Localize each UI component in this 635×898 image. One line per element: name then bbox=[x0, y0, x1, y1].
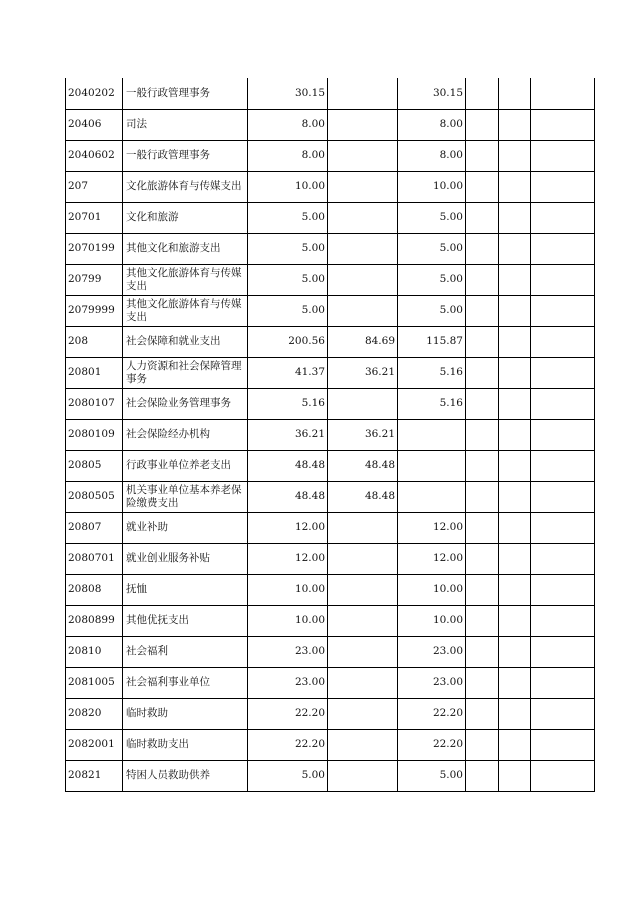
cell-basic-expenditure bbox=[328, 605, 398, 636]
cell-subject-code: 20821 bbox=[66, 760, 123, 791]
cell-subject-name: 抚恤 bbox=[123, 574, 248, 605]
cell-empty bbox=[499, 543, 531, 574]
cell-empty bbox=[499, 698, 531, 729]
cell-total: 48.48 bbox=[248, 450, 328, 481]
cell-subject-name: 其他优抚支出 bbox=[123, 605, 248, 636]
cell-total: 5.16 bbox=[248, 388, 328, 419]
cell-subject-code: 2082001 bbox=[66, 729, 123, 760]
cell-subject-code: 2040602 bbox=[66, 140, 123, 171]
cell-empty bbox=[499, 78, 531, 109]
cell-project-expenditure: 115.87 bbox=[398, 326, 466, 357]
cell-basic-expenditure bbox=[328, 512, 398, 543]
cell-basic-expenditure bbox=[328, 140, 398, 171]
cell-empty bbox=[466, 388, 499, 419]
cell-empty bbox=[499, 388, 531, 419]
table-row bbox=[66, 605, 595, 636]
cell-empty bbox=[466, 202, 499, 233]
cell-empty bbox=[499, 233, 531, 264]
cell-total: 22.20 bbox=[248, 698, 328, 729]
cell-project-expenditure: 5.16 bbox=[398, 388, 466, 419]
cell-subject-name: 机关事业单位基本养老保险缴费支出 bbox=[123, 481, 248, 512]
cell-basic-expenditure bbox=[328, 264, 398, 295]
cell-empty bbox=[499, 357, 531, 388]
cell-project-expenditure: 10.00 bbox=[398, 171, 466, 202]
cell-subject-name: 其他文化旅游体育与传媒支出 bbox=[123, 264, 248, 295]
cell-total: 5.00 bbox=[248, 233, 328, 264]
cell-project-expenditure: 8.00 bbox=[398, 109, 466, 140]
cell-empty bbox=[531, 388, 595, 419]
cell-project-expenditure bbox=[398, 450, 466, 481]
cell-empty bbox=[499, 264, 531, 295]
table-row bbox=[66, 698, 595, 729]
cell-total: 5.00 bbox=[248, 295, 328, 326]
cell-empty bbox=[531, 295, 595, 326]
cell-total: 5.00 bbox=[248, 202, 328, 233]
cell-subject-name: 行政事业单位养老支出 bbox=[123, 450, 248, 481]
cell-total: 8.00 bbox=[248, 140, 328, 171]
cell-empty bbox=[531, 264, 595, 295]
cell-project-expenditure: 23.00 bbox=[398, 636, 466, 667]
cell-empty bbox=[531, 574, 595, 605]
cell-subject-code: 2070199 bbox=[66, 233, 123, 264]
table-row bbox=[66, 760, 595, 791]
cell-subject-code: 2080899 bbox=[66, 605, 123, 636]
cell-empty bbox=[466, 512, 499, 543]
cell-project-expenditure: 10.00 bbox=[398, 605, 466, 636]
cell-empty bbox=[466, 171, 499, 202]
cell-subject-code: 20701 bbox=[66, 202, 123, 233]
table-row bbox=[66, 109, 595, 140]
cell-subject-name: 人力资源和社会保障管理事务 bbox=[123, 357, 248, 388]
cell-basic-expenditure bbox=[328, 171, 398, 202]
cell-total: 5.00 bbox=[248, 760, 328, 791]
cell-basic-expenditure bbox=[328, 78, 398, 109]
cell-project-expenditure: 5.16 bbox=[398, 357, 466, 388]
cell-subject-name: 一般行政管理事务 bbox=[123, 78, 248, 109]
cell-subject-code: 2081005 bbox=[66, 667, 123, 698]
cell-total: 22.20 bbox=[248, 729, 328, 760]
cell-empty bbox=[466, 698, 499, 729]
cell-basic-expenditure bbox=[328, 202, 398, 233]
cell-empty bbox=[531, 605, 595, 636]
cell-empty bbox=[531, 450, 595, 481]
cell-subject-name: 社会保障和就业支出 bbox=[123, 326, 248, 357]
cell-basic-expenditure bbox=[328, 295, 398, 326]
cell-total: 200.56 bbox=[248, 326, 328, 357]
cell-project-expenditure: 5.00 bbox=[398, 202, 466, 233]
table-row bbox=[66, 326, 595, 357]
table-row bbox=[66, 481, 595, 512]
cell-subject-code: 207 bbox=[66, 171, 123, 202]
cell-total: 12.00 bbox=[248, 512, 328, 543]
cell-empty bbox=[466, 605, 499, 636]
cell-empty bbox=[466, 295, 499, 326]
cell-basic-expenditure: 36.21 bbox=[328, 357, 398, 388]
cell-subject-code: 2080109 bbox=[66, 419, 123, 450]
cell-empty bbox=[531, 760, 595, 791]
cell-subject-name: 社会福利事业单位 bbox=[123, 667, 248, 698]
cell-subject-name: 文化旅游体育与传媒支出 bbox=[123, 171, 248, 202]
table-row bbox=[66, 419, 595, 450]
cell-project-expenditure: 12.00 bbox=[398, 543, 466, 574]
cell-empty bbox=[499, 419, 531, 450]
cell-subject-code: 2080505 bbox=[66, 481, 123, 512]
cell-empty bbox=[531, 140, 595, 171]
table-row bbox=[66, 78, 595, 109]
table-row bbox=[66, 233, 595, 264]
cell-project-expenditure: 10.00 bbox=[398, 574, 466, 605]
cell-empty bbox=[466, 450, 499, 481]
table-row bbox=[66, 357, 595, 388]
cell-empty bbox=[466, 667, 499, 698]
cell-total: 5.00 bbox=[248, 264, 328, 295]
cell-subject-name: 社会保险业务管理事务 bbox=[123, 388, 248, 419]
cell-basic-expenditure bbox=[328, 667, 398, 698]
cell-empty bbox=[531, 729, 595, 760]
cell-total: 41.37 bbox=[248, 357, 328, 388]
table-row bbox=[66, 667, 595, 698]
cell-subject-name: 文化和旅游 bbox=[123, 202, 248, 233]
cell-empty bbox=[499, 636, 531, 667]
cell-subject-code: 20807 bbox=[66, 512, 123, 543]
cell-empty bbox=[531, 636, 595, 667]
cell-empty bbox=[499, 512, 531, 543]
cell-subject-code: 20406 bbox=[66, 109, 123, 140]
cell-project-expenditure: 5.00 bbox=[398, 760, 466, 791]
cell-basic-expenditure bbox=[328, 760, 398, 791]
cell-empty bbox=[531, 698, 595, 729]
cell-total: 10.00 bbox=[248, 574, 328, 605]
cell-project-expenditure: 23.00 bbox=[398, 667, 466, 698]
table-row bbox=[66, 388, 595, 419]
cell-project-expenditure bbox=[398, 419, 466, 450]
cell-subject-name: 临时救助 bbox=[123, 698, 248, 729]
cell-subject-name: 特困人员救助供养 bbox=[123, 760, 248, 791]
cell-total: 23.00 bbox=[248, 636, 328, 667]
cell-empty bbox=[499, 109, 531, 140]
cell-subject-name: 司法 bbox=[123, 109, 248, 140]
cell-empty bbox=[466, 543, 499, 574]
cell-subject-code: 208 bbox=[66, 326, 123, 357]
cell-empty bbox=[531, 357, 595, 388]
budget-expenditure-table bbox=[65, 78, 595, 792]
cell-subject-code: 2040202 bbox=[66, 78, 123, 109]
cell-empty bbox=[499, 605, 531, 636]
cell-empty bbox=[499, 667, 531, 698]
cell-subject-name: 就业补助 bbox=[123, 512, 248, 543]
table-row bbox=[66, 636, 595, 667]
cell-subject-name: 社会福利 bbox=[123, 636, 248, 667]
cell-empty bbox=[499, 202, 531, 233]
cell-subject-code: 20799 bbox=[66, 264, 123, 295]
cell-empty bbox=[499, 171, 531, 202]
cell-total: 12.00 bbox=[248, 543, 328, 574]
cell-project-expenditure: 12.00 bbox=[398, 512, 466, 543]
cell-basic-expenditure bbox=[328, 233, 398, 264]
cell-empty bbox=[531, 481, 595, 512]
cell-subject-code: 20801 bbox=[66, 357, 123, 388]
cell-basic-expenditure bbox=[328, 109, 398, 140]
cell-project-expenditure: 8.00 bbox=[398, 140, 466, 171]
cell-subject-code: 2080701 bbox=[66, 543, 123, 574]
cell-total: 8.00 bbox=[248, 109, 328, 140]
cell-project-expenditure bbox=[398, 481, 466, 512]
cell-empty bbox=[499, 140, 531, 171]
cell-subject-name: 其他文化和旅游支出 bbox=[123, 233, 248, 264]
cell-subject-name: 临时救助支出 bbox=[123, 729, 248, 760]
table-row bbox=[66, 171, 595, 202]
cell-empty bbox=[531, 667, 595, 698]
cell-empty bbox=[466, 729, 499, 760]
cell-subject-name: 一般行政管理事务 bbox=[123, 140, 248, 171]
cell-empty bbox=[531, 109, 595, 140]
cell-empty bbox=[466, 233, 499, 264]
cell-basic-expenditure bbox=[328, 636, 398, 667]
cell-basic-expenditure: 36.21 bbox=[328, 419, 398, 450]
cell-project-expenditure: 22.20 bbox=[398, 729, 466, 760]
cell-subject-code: 20820 bbox=[66, 698, 123, 729]
cell-empty bbox=[499, 295, 531, 326]
cell-subject-code: 2079999 bbox=[66, 295, 123, 326]
cell-basic-expenditure bbox=[328, 698, 398, 729]
cell-total: 36.21 bbox=[248, 419, 328, 450]
cell-total: 30.15 bbox=[248, 78, 328, 109]
cell-subject-name: 其他文化旅游体育与传媒支出 bbox=[123, 295, 248, 326]
cell-empty bbox=[466, 419, 499, 450]
table-body bbox=[66, 78, 595, 791]
cell-project-expenditure: 22.20 bbox=[398, 698, 466, 729]
cell-subject-name: 就业创业服务补贴 bbox=[123, 543, 248, 574]
table-row bbox=[66, 140, 595, 171]
cell-empty bbox=[531, 543, 595, 574]
cell-subject-code: 20808 bbox=[66, 574, 123, 605]
cell-empty bbox=[531, 326, 595, 357]
cell-subject-code: 20810 bbox=[66, 636, 123, 667]
cell-empty bbox=[466, 574, 499, 605]
cell-empty bbox=[499, 450, 531, 481]
cell-total: 48.48 bbox=[248, 481, 328, 512]
cell-empty bbox=[466, 760, 499, 791]
cell-total: 23.00 bbox=[248, 667, 328, 698]
cell-empty bbox=[531, 512, 595, 543]
cell-empty bbox=[466, 326, 499, 357]
cell-empty bbox=[531, 202, 595, 233]
table-row bbox=[66, 264, 595, 295]
cell-basic-expenditure: 84.69 bbox=[328, 326, 398, 357]
cell-project-expenditure: 5.00 bbox=[398, 264, 466, 295]
cell-empty bbox=[466, 481, 499, 512]
cell-subject-code: 2080107 bbox=[66, 388, 123, 419]
table-row bbox=[66, 574, 595, 605]
cell-total: 10.00 bbox=[248, 605, 328, 636]
cell-basic-expenditure bbox=[328, 729, 398, 760]
cell-project-expenditure: 5.00 bbox=[398, 295, 466, 326]
cell-basic-expenditure: 48.48 bbox=[328, 450, 398, 481]
table-row bbox=[66, 543, 595, 574]
cell-basic-expenditure bbox=[328, 388, 398, 419]
table-row bbox=[66, 295, 595, 326]
cell-empty bbox=[466, 78, 499, 109]
cell-empty bbox=[499, 760, 531, 791]
cell-empty bbox=[499, 326, 531, 357]
cell-project-expenditure: 30.15 bbox=[398, 78, 466, 109]
cell-total: 10.00 bbox=[248, 171, 328, 202]
cell-empty bbox=[531, 171, 595, 202]
cell-basic-expenditure bbox=[328, 543, 398, 574]
cell-empty bbox=[531, 419, 595, 450]
cell-subject-name: 社会保险经办机构 bbox=[123, 419, 248, 450]
table-row bbox=[66, 450, 595, 481]
table-row bbox=[66, 512, 595, 543]
cell-empty bbox=[466, 264, 499, 295]
cell-empty bbox=[499, 729, 531, 760]
table-row bbox=[66, 729, 595, 760]
cell-empty bbox=[499, 574, 531, 605]
cell-empty bbox=[499, 481, 531, 512]
cell-empty bbox=[531, 233, 595, 264]
cell-subject-code: 20805 bbox=[66, 450, 123, 481]
cell-empty bbox=[466, 109, 499, 140]
cell-empty bbox=[531, 78, 595, 109]
cell-empty bbox=[466, 140, 499, 171]
cell-basic-expenditure bbox=[328, 574, 398, 605]
cell-basic-expenditure: 48.48 bbox=[328, 481, 398, 512]
cell-empty bbox=[466, 357, 499, 388]
cell-empty bbox=[466, 636, 499, 667]
cell-project-expenditure: 5.00 bbox=[398, 233, 466, 264]
table-row bbox=[66, 202, 595, 233]
